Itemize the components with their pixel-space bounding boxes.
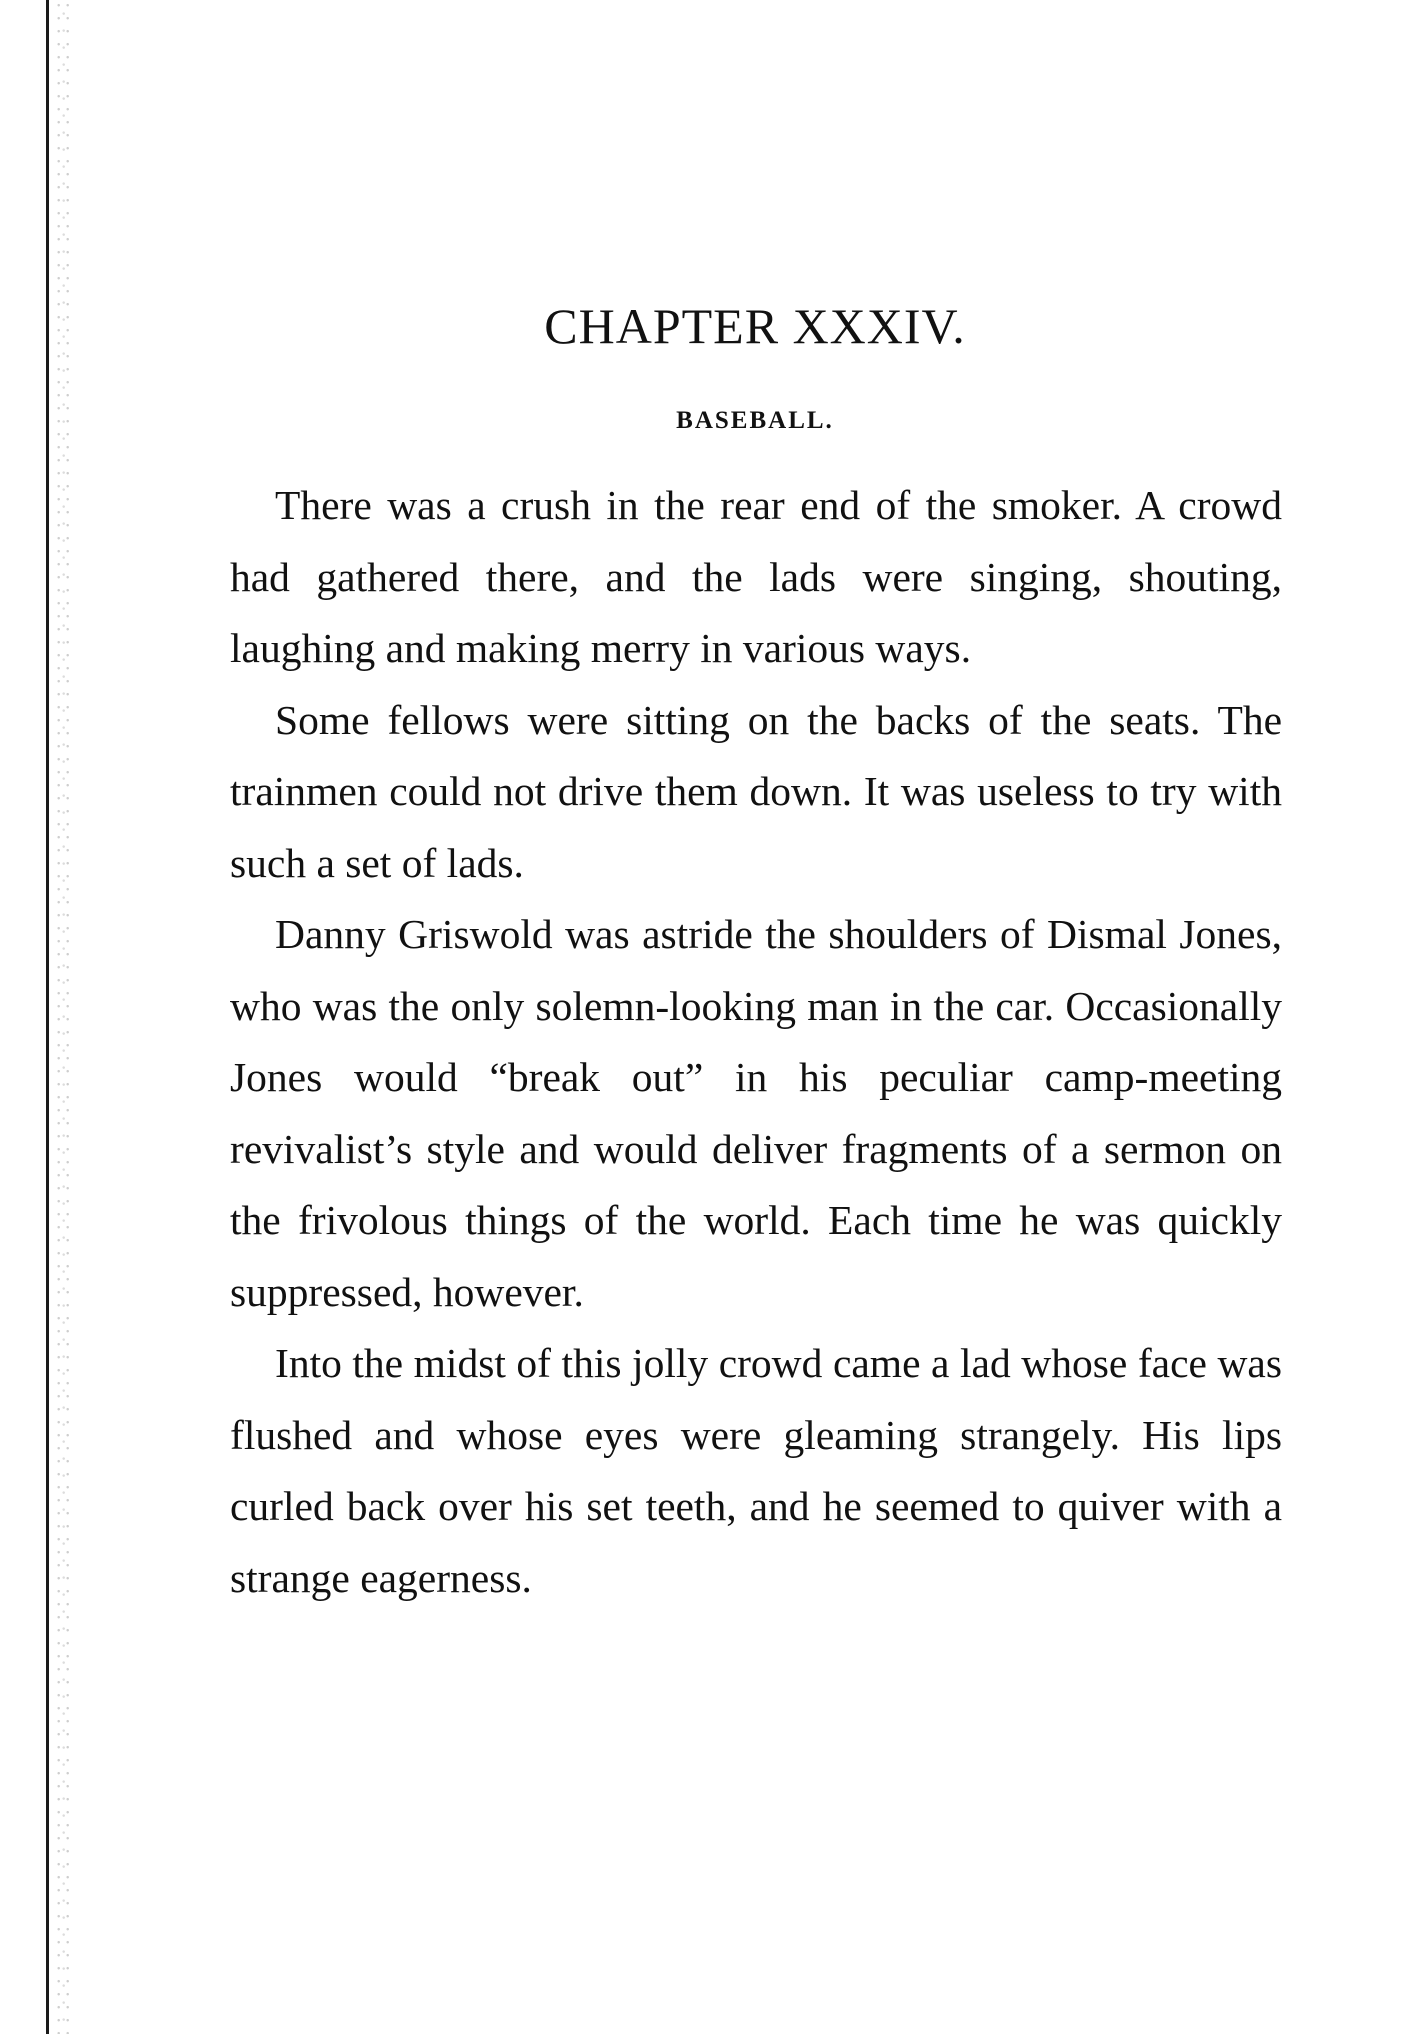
- chapter-body: [230, 470, 1282, 1614]
- paragraph: Into the midst of this jolly crowd came a lad whose face was flushed and whose eyes were gleaming strangely. His lips curled back over his set teeth, and he seemed to quiver with a strange eagerness.: [230, 1340, 1282, 1601]
- paragraph: Some fellows were sitting on the backs of the seats. The trainmen could not drive them down. It was useless to try with such a set of lads.: [230, 696, 1282, 886]
- chapter-title: CHAPTER XXXIV.: [544, 298, 966, 354]
- paragraph: There was a crush in the rear end of the smoker. A crowd had gathered there, and the lads were singing, shouting, laughing and making merry in various ways.: [230, 482, 1282, 671]
- paragraph: Danny Griswold was astride the shoulders of Dismal Jones, who was the only solemn-looking man in the car. Occasionally Jones would “break out” in his peculiar camp-meeting revivalist’s style and would deliver fragments of a sermon on the frivolous things of the world. Each time he was quickly suppressed, however.: [230, 911, 1282, 1315]
- chapter-subtitle: BASEBALL.: [676, 407, 834, 434]
